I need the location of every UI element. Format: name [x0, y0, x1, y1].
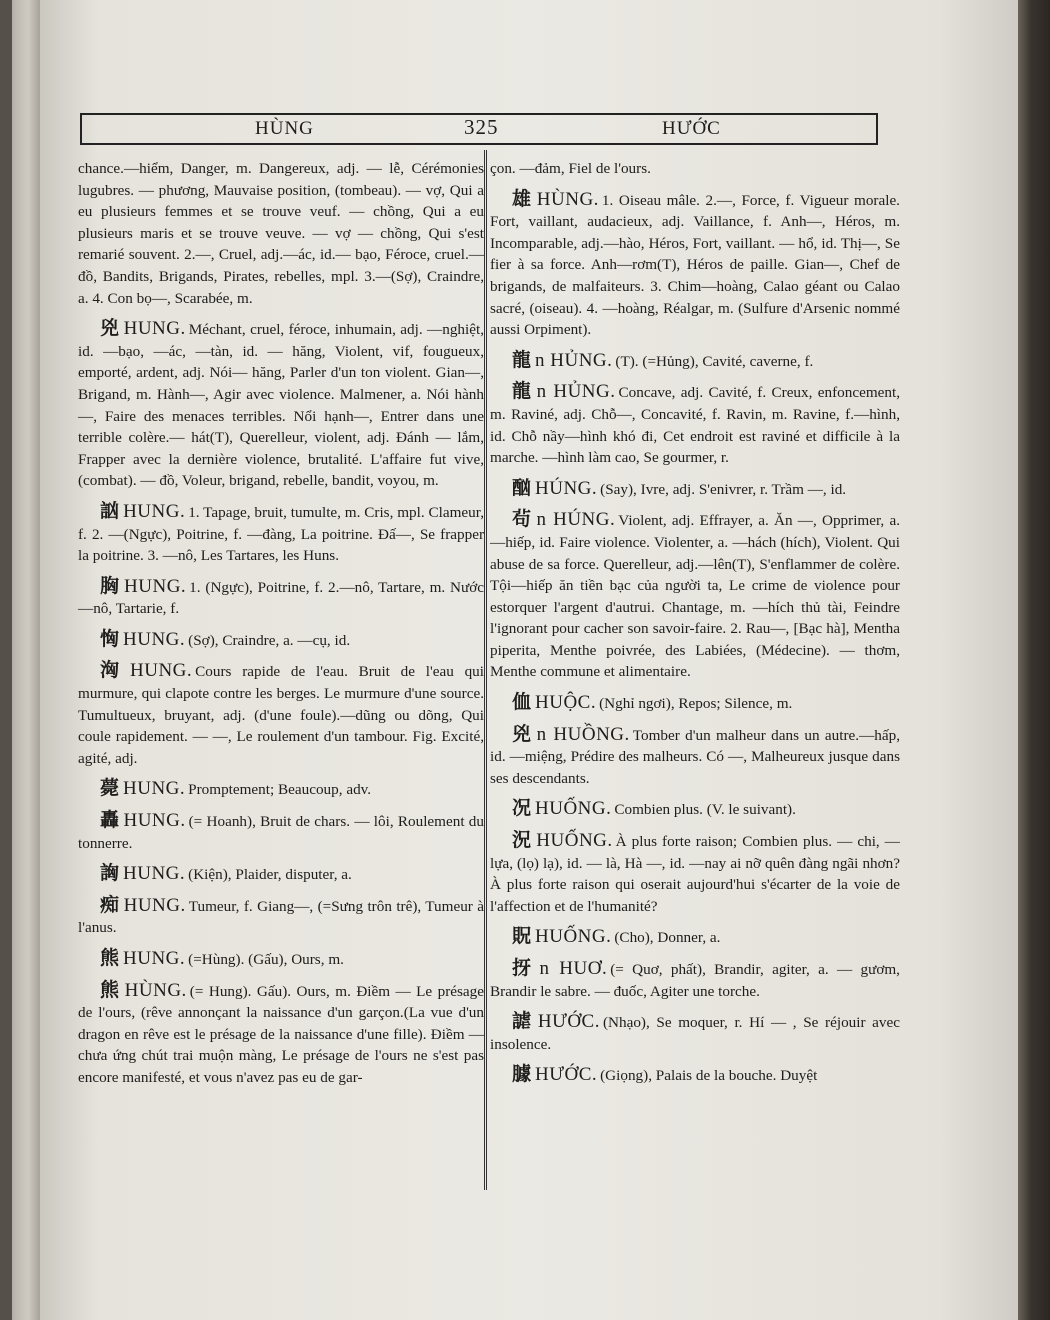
- running-header: [80, 113, 878, 145]
- definition-text: (Kiện), Plaider, disputer, a.: [188, 866, 352, 884]
- dictionary-entry: [78, 863, 484, 886]
- chinese-character: 兇: [512, 722, 533, 745]
- chinese-character: 茍: [512, 508, 533, 531]
- definition-text: Cours rapide de l'eau. Bruit de l'eau qui murmure, qui clapote contre les berges. Le murmure d'une source. Tumultueux, bruyant, adj. (d'une foule).—dũng ou dõng, Qui coule rapidement. — —, Le roulement d'un tambour. Fig. Excité, agité, adj.: [78, 663, 484, 767]
- headword: HUNG.: [123, 628, 186, 650]
- dictionary-entry: [490, 1064, 900, 1087]
- definition-text: 1. Oiseau mâle. 2.—, Force, f. Vigueur morale. Fort, vaillant, audacieux, adj. Vaillance, f. Anh—, Héros, m. Incomparable, adj.—hào, Héros, Fort, vaillant. — hổ, id. Thị—, Se fier à sa force. Anh—rơm(T), Héros de paille. Gian—, Chef de brigands, de malfaiteurs. 3. Chim—hoàng, Calao géant ou Calao sacré, (oiseau). 4. —hoàng, Réalgar, m. (Sulfure d'Arsenic nommé aussi Orpiment).: [490, 191, 900, 339]
- definition-text: Violent, adj. Effrayer, a. Ăn —, Opprimer, a. —hiếp, id. Faire violence. Violenter, a. —hách (hích), Violent. Qui abuse de sa force. Querelleur, adj.—lên(T), S'enflammer de colère. Tội—hiếp ăn tiền bạc của người ta, Le crime de violence pour estorquer l'argent d'autrui. Chantage, m. —hích thủ tài, Feindre l'ignorant pour cacher son savoir-faire. 2. Rau—, [Bạc hà], Mentha piperita, Menthe poivrée, des Labiées, (Médecine). — thơm, Menthe commune et alimentaire.: [490, 512, 900, 681]
- chinese-character: 㧎: [512, 957, 536, 979]
- headword: n HUƠ.: [539, 958, 608, 979]
- chinese-character: 熊: [100, 947, 120, 969]
- book-edge: [0, 0, 12, 1320]
- headword: HUỐNG.: [535, 798, 612, 820]
- left-column: [78, 158, 484, 1098]
- entry-continuation: [490, 158, 900, 180]
- dictionary-entry: [490, 189, 900, 341]
- dictionary-entry: [78, 660, 484, 769]
- chinese-character: 雄: [512, 187, 533, 210]
- headword: HÙNG.: [536, 188, 599, 210]
- definition-text: Méchant, cruel, féroce, inhumain, adj. —nghiệt, id. —bạo, —ác, —tàn, id. — hăng, Violent, vif, fougueux, emporté, ardent, adj. Nói— hăng, Parler d'un ton violent. Gian—, Brigand, m. Hành—, Agir avec violence. Malmener, a. Nói hành —, Faire des menaces terribles. Nổi hạnh—, Entrer dans une terrible colère.— hát(T), Querelleur, violent, adj. Đánh — lắm, Frapper avec la dernière violence, brutalité. L'affaire fut vive, (combat). — đồ, Voleur, brigand, rebelle, bandit, voyou, m.: [78, 321, 484, 490]
- headword: HUNG.: [124, 575, 187, 597]
- definition-text: chance.—hiểm, Danger, m. Dangereux, adj. — lễ, Cérémonies lugubres. — phương, Mauvaise position, (tombeau). — vợ, Qui a eu plusieurs femmes et se trouve veuf. — chồng, Qui a eu plusieurs maris et se trouve veuve. — vợ — chồng, Qui s'est remarié souvent. 2.—, Cruel, adj.—ác, id.— bạo, Féroce, cruel.—đồ, Bandits, Brigands, Pirates, rebelles, mpl. 3.—(Sợ), Craindre, a. 4. Con bọ—, Scarabée, m.: [78, 160, 484, 307]
- chinese-character: 況: [512, 829, 533, 852]
- chinese-character: 侐: [512, 691, 532, 714]
- chinese-character: 貺: [512, 925, 532, 948]
- definition-text: (Nghỉ ngơi), Repos; Silence, m.: [599, 695, 793, 713]
- chinese-character: 訩: [100, 499, 120, 522]
- headword: HUNG.: [123, 948, 186, 969]
- chinese-character: 詾: [100, 862, 120, 885]
- headword: HUNG.: [123, 500, 186, 522]
- definition-text: çon. —đảm, Fiel de l'ours.: [490, 160, 651, 177]
- headword: n HỦNG.: [535, 349, 613, 371]
- headword: HUỐNG.: [536, 830, 613, 852]
- dictionary-entry: [78, 948, 484, 971]
- headword: n HÚNG.: [536, 509, 616, 531]
- dictionary-entry: [78, 501, 484, 567]
- dictionary-entry: [78, 810, 484, 854]
- chinese-character: 胸: [100, 574, 121, 597]
- definition-text: (=Hùng). (Gấu), Ours, m.: [188, 951, 344, 968]
- definition-text: À plus forte raison; Combien plus. — chi, — lựa, (lọ) lạ), id. — là, Hà —, id. —nay ai nỡ quên đàng ngãi nhơn? À plus forte raison qui oserait aujourd'hui s'écarter de la voie de l'affection et de l'humanité?: [490, 833, 900, 915]
- definition-text: (T). (=Hủng), Cavité, caverne, f.: [615, 352, 814, 370]
- header-last-word: HƯỚC: [662, 118, 721, 139]
- definition-text: (= Quơ, phất), Brandir, agiter, a. — gươm, Brandir le sabre. — đuốc, Agiter une torche.: [490, 961, 900, 1000]
- headword: HƯỚC.: [537, 1011, 600, 1033]
- definition-text: Promptement; Beaucoup, adv.: [188, 781, 372, 799]
- dictionary-entry: [78, 895, 484, 939]
- chinese-character: 况: [512, 797, 532, 820]
- definition-text: Combien plus. (V. le suivant).: [614, 801, 796, 819]
- entry-continuation: [78, 158, 484, 309]
- headword: HUNG.: [123, 318, 186, 340]
- definition-text: (Say), Ivre, adj. S'enivrer, r. Trầm —, id.: [600, 480, 847, 498]
- chinese-character: 恟: [100, 627, 120, 650]
- chinese-character: 熊: [100, 978, 121, 1001]
- dictionary-entry: [490, 509, 900, 683]
- dictionary-entry: [78, 980, 484, 1089]
- headword: HUỐNG.: [535, 926, 612, 948]
- definition-text: Tomber d'un malheur dans un autre.—hấp, id. —miệng, Prédire des malheurs. Có —, Malheureux jusque dans ses descendants.: [490, 726, 900, 787]
- dictionary-entry: [78, 778, 484, 801]
- headword: HUỘC.: [535, 692, 597, 714]
- chinese-character: 臄: [512, 1063, 532, 1086]
- definition-text: (Giọng), Palais de la bouche. Duyệt: [600, 1067, 818, 1085]
- headword: HUNG.: [123, 810, 186, 832]
- chinese-character: 兇: [100, 317, 120, 340]
- headword: HUNG.: [123, 894, 186, 916]
- headword: HUNG.: [123, 863, 186, 885]
- headword: n HUỒNG.: [536, 723, 630, 745]
- dictionary-entry: [78, 576, 484, 620]
- headword: HÙNG.: [124, 979, 187, 1001]
- definition-text: Concave, adj. Cavité, f. Creux, enfoncement, m. Raviné, adj. Chỗ—, Concavité, f. Ravin, m. Ravine, f.—hình, id. Chỗ nầy—hình khó đi, Cet endroit est raviné et difficile à la marche. —hình làm cao, Se gourmer, r.: [490, 384, 900, 467]
- header-first-word: HÙNG: [255, 118, 314, 139]
- dictionary-entry: [490, 692, 900, 715]
- dictionary-entry: [490, 381, 900, 468]
- chinese-character: 薨: [100, 777, 120, 800]
- definition-text: (Sợ), Craindre, a. —cụ, id.: [188, 631, 351, 649]
- chinese-character: 龍: [512, 348, 532, 371]
- headword: HUNG.: [130, 660, 193, 682]
- definition-text: Tumeur, f. Giang—, (=Sưng trôn trê), Tumeur à l'anus.: [78, 897, 484, 937]
- dictionary-entry: [490, 830, 900, 917]
- headword: n HỦNG.: [536, 381, 616, 403]
- headword: HUNG.: [123, 778, 186, 800]
- headword: HƯỚC.: [535, 1064, 598, 1086]
- dictionary-entry: [490, 724, 900, 790]
- page-number: 325: [464, 115, 499, 139]
- previous-page-edge: [0, 0, 40, 1320]
- definition-text: (Cho), Donner, a.: [614, 929, 721, 947]
- chinese-character: 酗: [512, 476, 532, 499]
- dictionary-entry: [490, 478, 900, 501]
- chinese-character: 龍: [512, 380, 533, 403]
- chinese-character: 痴: [100, 893, 120, 916]
- definition-text: (Nhạo), Se moquer, r. Hí — , Se réjouir avec insolence.: [490, 1014, 900, 1053]
- dictionary-entry: [490, 350, 900, 373]
- dictionary-entry: [490, 958, 900, 1002]
- chinese-character: 謔: [512, 1010, 534, 1033]
- column-divider: [484, 150, 487, 1190]
- definition-text: 1. (Ngực), Poitrine, f. 2.—nô, Tartare, m. Nước—nô, Tartarie, f.: [78, 578, 484, 618]
- dictionary-entry: [78, 629, 484, 652]
- headword: HÚNG.: [535, 477, 598, 499]
- chinese-character: 洶: [100, 659, 126, 682]
- chinese-character: 轟: [100, 809, 120, 832]
- definition-text: 1. Tapage, bruit, tumulte, m. Cris, mpl. Clameur, f. 2. —(Ngực), Poitrine, f. —đàng, La poitrine. Đấ—, Se frapper la poitrine. 3. —nô, Les Tartares, les Huns.: [78, 503, 484, 565]
- right-column: [490, 158, 900, 1096]
- dictionary-entry: [490, 798, 900, 821]
- book-binding: [1018, 0, 1050, 1320]
- dictionary-entry: [490, 926, 900, 949]
- dictionary-entry: [78, 318, 484, 492]
- definition-text: (= Hung). Gấu). Ours, m. Điềm — Le présage de l'ours, (rêve annonçant la naissance d'un garçon.(La vue d'un dragon en rêve est le présage de la naissance d'une fille). Điềm — chưa ứng chút trai muộn màng, Le présage de l'ours ne s'est pas encore manifesté, et vous n'avez pas eu de gar-: [78, 982, 484, 1086]
- dictionary-entry: [490, 1011, 900, 1055]
- definition-text: (= Hoanh), Bruit de chars. — lôi, Roulement du tonnerre.: [78, 813, 484, 852]
